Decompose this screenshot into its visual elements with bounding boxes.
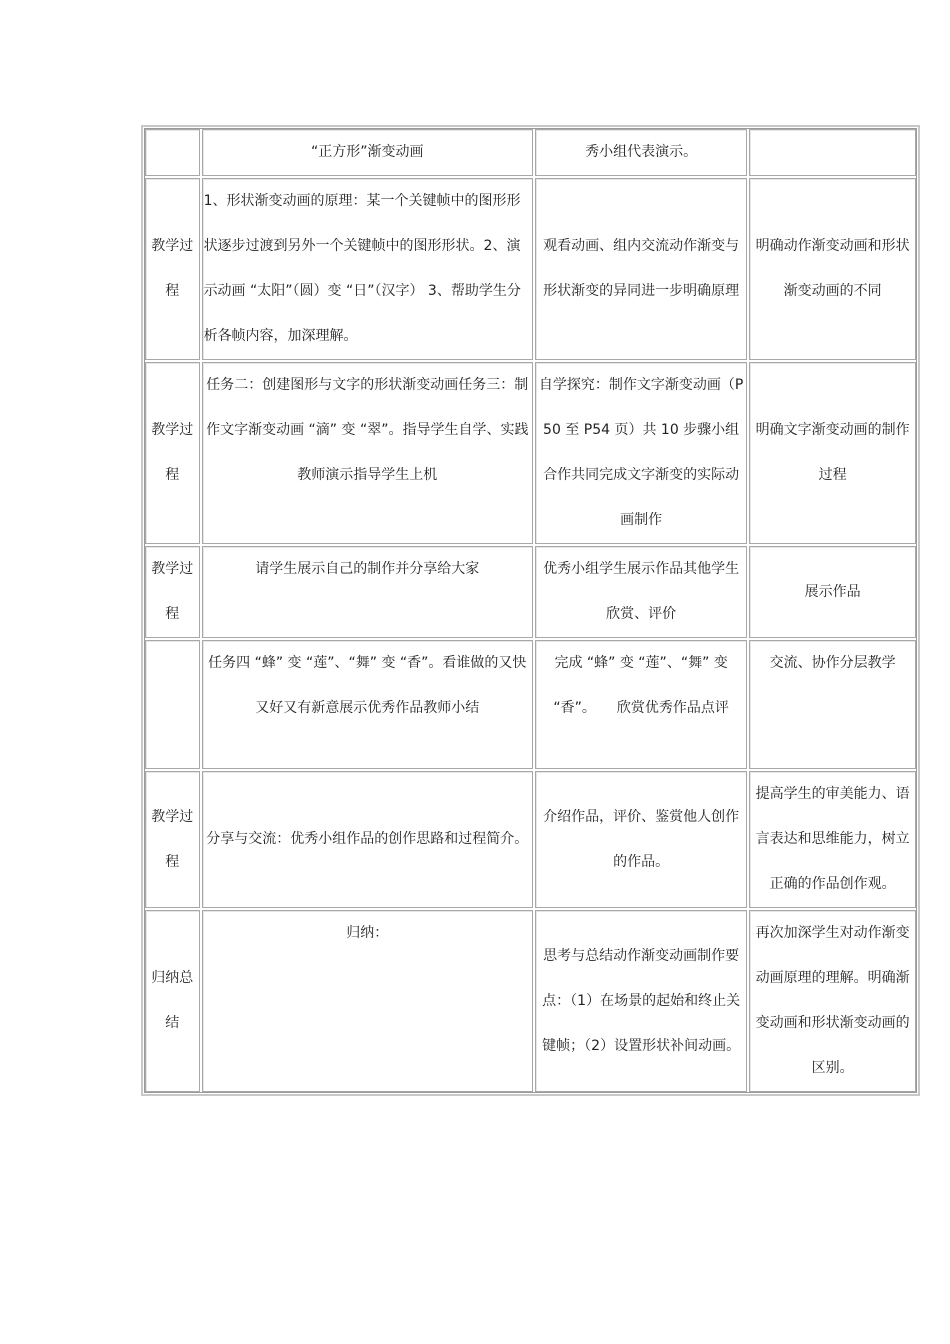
stage-cell: 归纳总结 bbox=[145, 910, 200, 1092]
student-activity-cell: 介绍作品，评价、鉴赏他人创作的作品。 bbox=[535, 771, 747, 908]
table-row bbox=[145, 910, 916, 1092]
student-activity-cell: 自学探究：制作文字渐变动画（P50 至 P54 页）共 10 步骤小组合作共同完成文字渐变的实际动画制作 bbox=[535, 362, 747, 544]
stage-cell bbox=[145, 129, 200, 176]
table-row bbox=[145, 178, 916, 360]
table-row bbox=[145, 129, 916, 176]
stage-cell bbox=[145, 640, 200, 769]
student-activity-cell: 完成 “蜂” 变 “莲”、“舞” 变 “香”。 欣赏优秀作品点评 bbox=[535, 640, 747, 769]
lesson-plan-table bbox=[141, 125, 920, 1096]
student-activity-cell: 思考与总结动作渐变动画制作要点：（1）在场景的起始和终止关键帧；（2）设置形状补间动画。 bbox=[535, 910, 747, 1092]
teacher-activity-cell: 任务二：创建图形与文字的形状渐变动画任务三：制作文字渐变动画 “滴” 变 “翠”。指导学生自学、实践教师演示指导学生上机 bbox=[202, 362, 533, 544]
stage-cell: 教学过程 bbox=[145, 546, 200, 638]
design-intent-cell bbox=[749, 129, 916, 176]
stage-cell: 教学过程 bbox=[145, 362, 200, 544]
student-activity-cell: 观看动画、组内交流动作渐变与形状渐变的异同进一步明确原理 bbox=[535, 178, 747, 360]
design-intent-cell: 提高学生的审美能力、语言表达和思维能力，树立正确的作品创作观。 bbox=[749, 771, 916, 908]
teacher-activity-cell: 1、形状渐变动画的原理：某一个关键帧中的图形形状逐步过渡到另外一个关键帧中的图形形状。2、演示动画 “太阳”（圆）变 “日”（汉字） 3、帮助学生分析各帧内容，加深理解。 bbox=[202, 178, 533, 360]
design-intent-cell: 展示作品 bbox=[749, 546, 916, 638]
stage-cell: 教学过程 bbox=[145, 178, 200, 360]
teacher-activity-cell: 归纳： bbox=[202, 910, 533, 1092]
design-intent-cell: 明确动作渐变动画和形状渐变动画的不同 bbox=[749, 178, 916, 360]
table-row bbox=[145, 546, 916, 638]
design-intent-cell: 再次加深学生对动作渐变动画原理的理解。明确渐变动画和形状渐变动画的区别。 bbox=[749, 910, 916, 1092]
teacher-activity-cell: 任务四 “蜂” 变 “莲”、“舞” 变 “香”。看谁做的又快又好又有新意展示优秀作品教师小结 bbox=[202, 640, 533, 769]
student-activity-cell: 秀小组代表演示。 bbox=[535, 129, 747, 176]
stage-cell: 教学过程 bbox=[145, 771, 200, 908]
teacher-activity-cell: “正方形”渐变动画 bbox=[202, 129, 533, 176]
teacher-activity-cell: 请学生展示自己的制作并分享给大家 bbox=[202, 546, 533, 638]
teacher-activity-cell: 分享与交流：优秀小组作品的创作思路和过程简介。 bbox=[202, 771, 533, 908]
table-row bbox=[145, 362, 916, 544]
design-intent-cell: 明确文字渐变动画的制作过程 bbox=[749, 362, 916, 544]
student-activity-cell: 优秀小组学生展示作品其他学生欣赏、评价 bbox=[535, 546, 747, 638]
table-row bbox=[145, 771, 916, 908]
table-row bbox=[145, 640, 916, 769]
design-intent-cell: 交流、协作分层教学 bbox=[749, 640, 916, 769]
